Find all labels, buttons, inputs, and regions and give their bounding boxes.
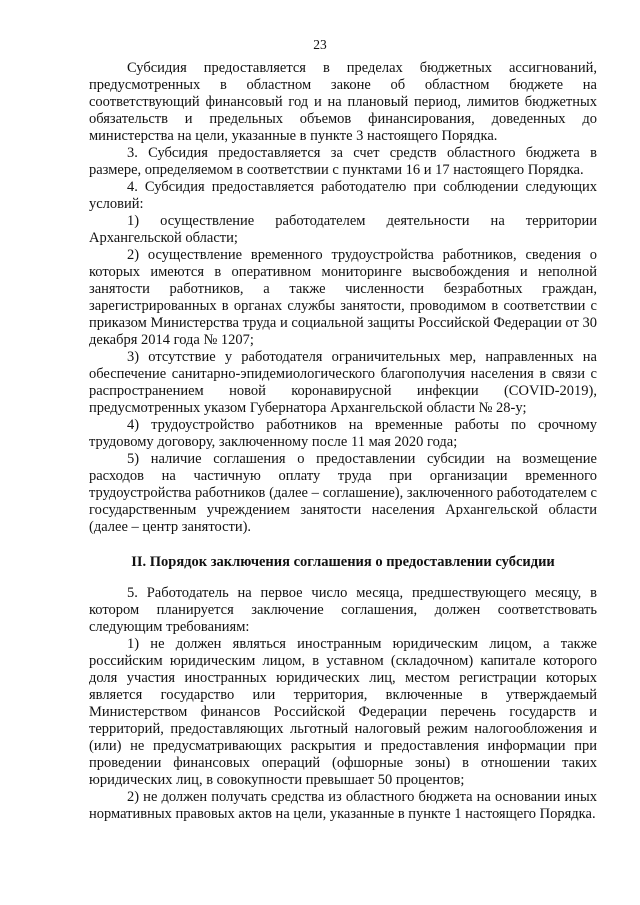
paragraph-5: 5. Работодатель на первое число месяца, предшествующего месяцу, в котором планируется заключение соглашения, должен соответствовать следующим требованиям:	[89, 585, 597, 635]
requirement-2: 2) не должен получать средства из областного бюджета на основании иных нормативных правовых актов на цели, указанные в пункте 1 настоящего Порядка.	[89, 789, 597, 822]
condition-3: 3) отсутствие у работодателя ограничительных мер, направленных на обеспечение санитарно-эпидемиологического благополучия населения в связи с распространением новой коронавирусной инфекции (COVID-2019), предусмотренных указом Губернатора Архангельской области № 28-у;	[89, 349, 597, 416]
section-heading: II. Порядок заключения соглашения о предоставлении субсидии	[131, 554, 555, 570]
paragraph-3: 3. Субсидия предоставляется за счет средств областного бюджета в размере, определяемом в соответствии с пунктами 16 и 17 настоящего Порядка.	[89, 145, 597, 178]
condition-2: 2) осуществление временного трудоустройства работников, сведения о которых имеются в оперативном мониторинге высвобождения и неполной занятости работников, а также численности безработных граждан, зарегистрированных в органах службы занятости, проводимом в соответствии с приказом Министерства труда и социальной защиты Российской Федерации от 30 декабря 2014 года № 1207;	[89, 247, 597, 348]
condition-1: 1) осуществление работодателем деятельности на территории Архангельской области;	[89, 213, 597, 246]
page-number: 23	[313, 37, 327, 52]
requirement-1: 1) не должен являться иностранным юридическим лицом, а также российским юридическим лицом, в уставном (складочном) капитале которого доля участия иностранных юридических лиц, местом регистрации которых является государство или территория, включенные в утверждаемый Министерством финансов Российской Федерации перечень государств и территорий, предоставляющих льготный налоговый режим налогообложения и (или) не предусматривающих раскрытия и предоставления информации при проведении финансовых операций (офшорные зоны) в отношении таких юридических лиц, в совокупности превышает 50 процентов;	[89, 636, 597, 788]
condition-5: 5) наличие соглашения о предоставлении субсидии на возмещение расходов на частичную оплату труда при организации временного трудоустройства работников (далее – соглашение), заключенного работодателем с государственным учреждением занятости населения Архангельской области (далее – центр занятости).	[89, 451, 597, 535]
paragraph-budget-limits: Субсидия предоставляется в пределах бюджетных ассигнований, предусмотренных в областном законе об областном бюджете на соответствующий финансовый год и на плановый период, лимитов бюджетных обязательств и предельных объемов финансирования, доведенных до министерства на цели, указанные в пункте 3 настоящего Порядка.	[89, 60, 597, 144]
condition-4: 4) трудоустройство работников на временные работы по срочному трудовому договору, заключенному после 11 мая 2020 года;	[89, 417, 597, 450]
paragraph-4: 4. Субсидия предоставляется работодателю при соблюдении следующих условий:	[89, 179, 597, 212]
document-body	[89, 60, 597, 823]
